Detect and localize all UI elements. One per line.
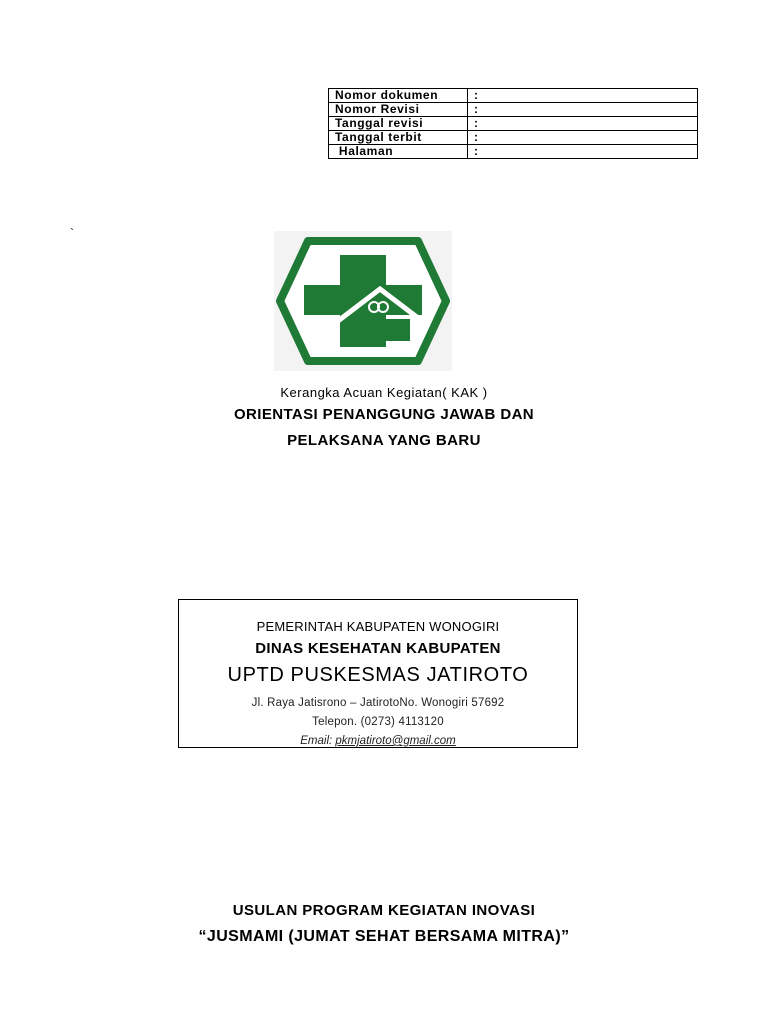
letterhead-government: PEMERINTAH KABUPATEN WONOGIRI <box>256 619 500 634</box>
letterhead-email-line <box>179 735 577 747</box>
letterhead-phone: Telepon. (0273) 4113120 <box>312 716 444 728</box>
table-value-nomor-dokumen: : <box>468 89 698 103</box>
table-label-tanggal-revisi: Tanggal revisi <box>329 117 468 131</box>
letterhead-box <box>178 599 578 748</box>
program-heading: USULAN PROGRAM KEGIATAN INOVASI <box>232 902 536 919</box>
kak-label: Kerangka Acuan Kegiatan( KAK ) <box>280 385 488 400</box>
table-row <box>329 103 698 117</box>
table-value-halaman: : <box>468 145 698 159</box>
table-row <box>329 131 698 145</box>
email-label: Email: <box>300 735 336 747</box>
letterhead-department: DINAS KESEHATAN KABUPATEN <box>255 640 501 657</box>
stray-mark: ` <box>70 226 74 240</box>
table-value-nomor-revisi: : <box>468 103 698 117</box>
document-title-line-2: PELAKSANA YANG BARU <box>287 432 481 449</box>
table-label-nomor-dokumen: Nomor dokumen <box>329 89 468 103</box>
table-row <box>329 145 698 159</box>
puskesmas-logo-icon <box>274 231 452 371</box>
letterhead-address: Jl. Raya Jatisrono – JatirotoNo. Wonogiri 57692 <box>251 697 505 709</box>
table-value-tanggal-terbit: : <box>468 131 698 145</box>
email-link[interactable]: pkmjatiroto@gmail.com <box>335 735 456 747</box>
table-value-tanggal-revisi: : <box>468 117 698 131</box>
table-label-nomor-revisi: Nomor Revisi <box>329 103 468 117</box>
program-name: “JUSMAMI (JUMAT SEHAT BERSAMA MITRA)” <box>198 928 570 945</box>
table-label-halaman: Halaman <box>329 145 468 159</box>
document-title-line-1: ORIENTASI PENANGGUNG JAWAB DAN <box>233 406 535 423</box>
letterhead-institution: UPTD PUSKESMAS JATIROTO <box>227 664 529 686</box>
table-label-tanggal-terbit: Tanggal terbit <box>329 131 468 145</box>
table-row <box>329 117 698 131</box>
document-info-table <box>328 88 698 159</box>
table-row <box>329 89 698 103</box>
